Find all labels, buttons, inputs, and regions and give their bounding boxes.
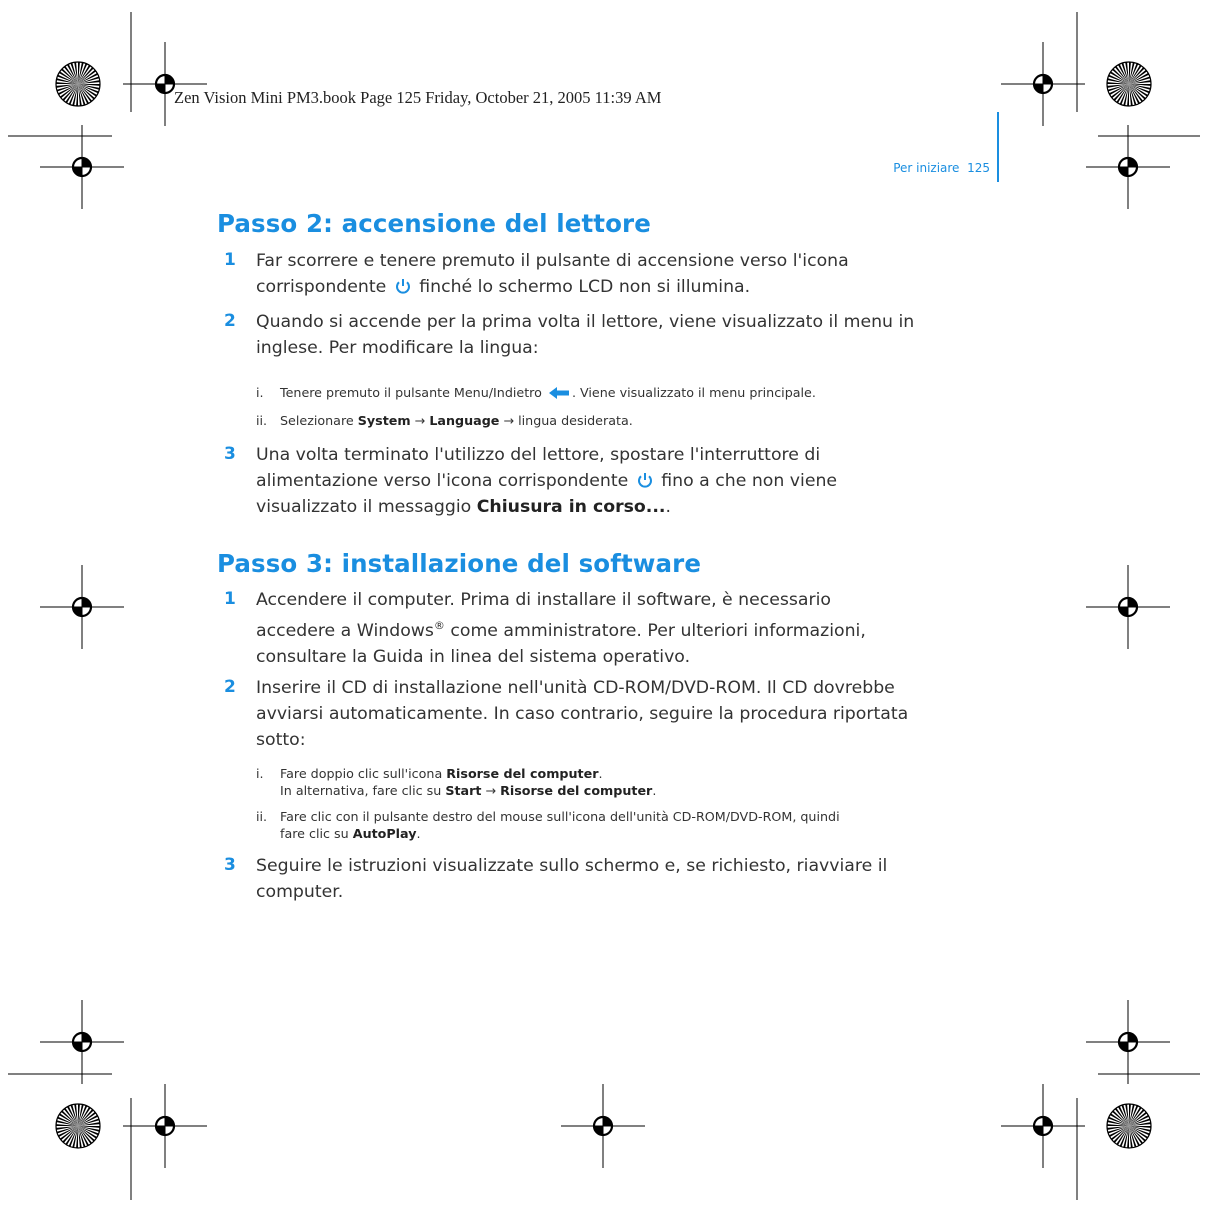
step2-item3-number: 3 (224, 444, 236, 464)
step3-item2-number: 2 (224, 677, 236, 697)
registration-target-top-right (1001, 42, 1085, 126)
registration-target-bottom-left (123, 1084, 207, 1168)
registration-starburst-bottom-left (56, 1104, 100, 1148)
running-head-section: Per iniziare (893, 161, 960, 175)
registration-starburst-top-right (1107, 62, 1151, 106)
step2-item1-number: 1 (224, 250, 236, 270)
registration-target-top-left (123, 42, 207, 126)
power-icon (394, 277, 412, 295)
power-icon (636, 471, 654, 489)
step2-item3-text: Una volta terminato l'utilizzo del lettore, spostare l'interruttore di alimentazione verso l'icona corrispondente fino a che non viene visualizzato il messaggio Chiusura in corso.... (256, 445, 838, 517)
back-arrow-icon (548, 386, 570, 400)
page-number: 125 (967, 161, 990, 175)
registration-target-left-middle (40, 565, 124, 649)
step2-item2-number: 2 (224, 311, 236, 331)
running-head-rule (997, 112, 999, 182)
registration-target-right-lower (1086, 1000, 1170, 1084)
registration-target-right-middle (1086, 565, 1170, 649)
registration-target-left-lower (40, 1000, 124, 1084)
registration-target-bottom-right (1001, 1084, 1085, 1168)
step3-item3-number: 3 (224, 855, 236, 875)
step2-item1-text: Far scorrere e tenere premuto il pulsante di accensione verso l'icona corrispondente finché lo schermo LCD non si illumina. (256, 251, 849, 297)
registration-starburst-bottom-right (1107, 1104, 1151, 1148)
step3-item2-text: Inserire il CD di installazione nell'unità CD-ROM/DVD-ROM. Il CD dovrebbe avviarsi automaticamente. In caso contrario, seguire la procedura riportata sotto: (256, 678, 909, 750)
step2-heading: Passo 2: accensione del lettore (217, 209, 651, 238)
registration-target-right-upper (1086, 125, 1170, 209)
step3-item1-text: Accendere il computer. Prima di installare il software, è necessario accedere a Windows® come amministratore. Per ulteriori informazioni, consultare la Guida in linea del sistema operativo. (256, 590, 866, 667)
registered-mark: ® (433, 619, 445, 632)
registration-target-bottom-center (561, 1084, 645, 1168)
running-head (0, 161, 990, 175)
registration-starburst-top-left (56, 62, 100, 106)
step3-item3-text: Seguire le istruzioni visualizzate sullo schermo e, se richiesto, riavviare il computer. (256, 856, 888, 902)
step3-heading: Passo 3: installazione del software (217, 549, 702, 578)
book-slug: Zen Vision Mini PM3.book Page 125 Friday, October 21, 2005 11:39 AM (174, 88, 662, 107)
step2-item2-text: Quando si accende per la prima volta il lettore, viene visualizzato il menu in inglese. Per modificare la lingua: (256, 312, 915, 358)
step3-item1-number: 1 (224, 589, 236, 609)
